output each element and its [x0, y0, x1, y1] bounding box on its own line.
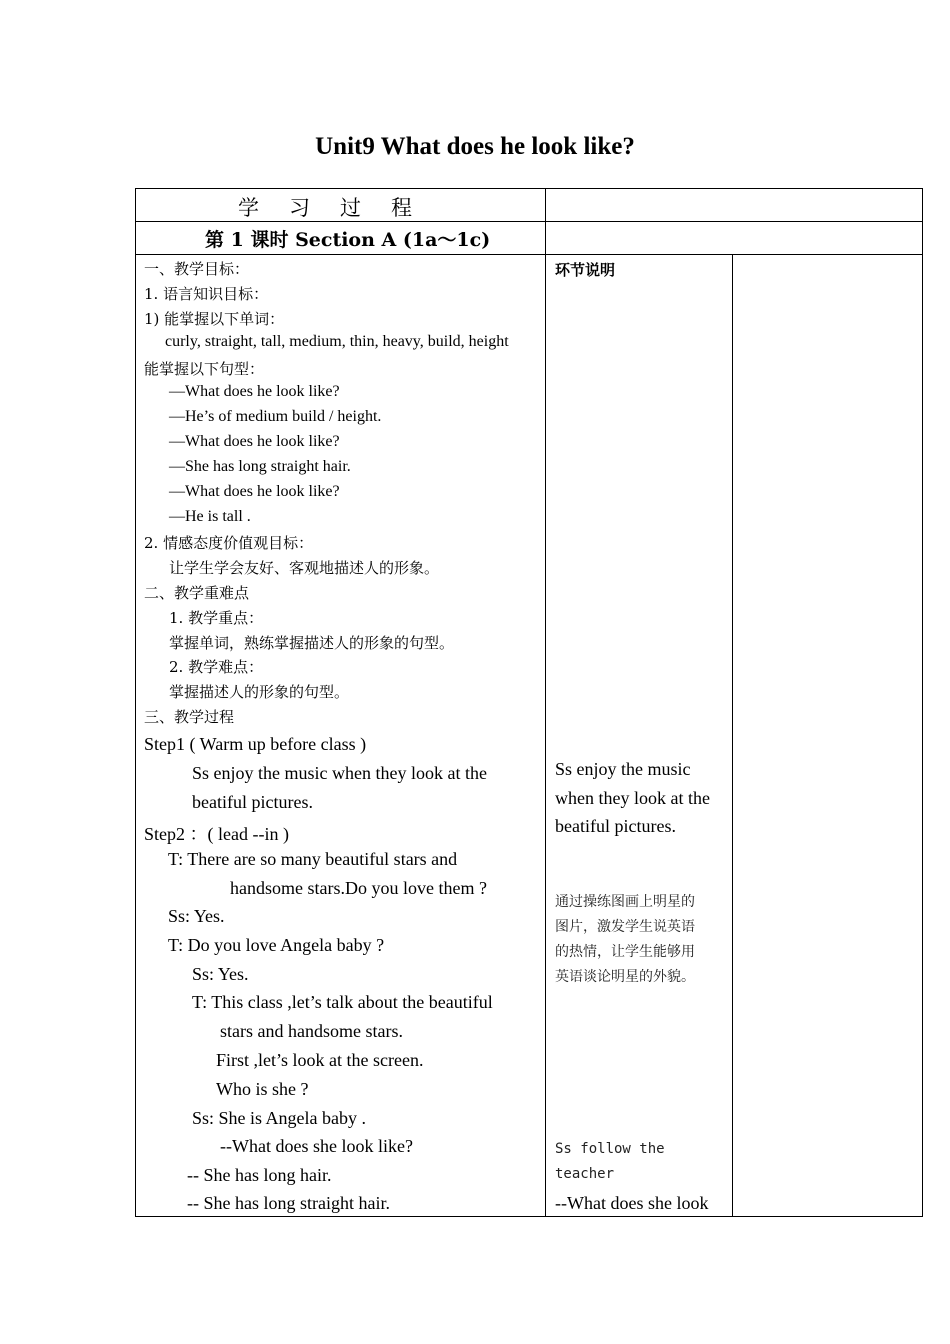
text-line: Who is she ? [216, 1079, 309, 1099]
text-line: 三、教学过程 [144, 708, 235, 726]
note-line: Ss enjoy the music [555, 759, 691, 779]
text-line: -- She has long hair. [187, 1165, 332, 1185]
text-line: —He is tall . [169, 508, 251, 525]
text-line: 能掌握以下句型： [144, 360, 265, 378]
text-line: T: There are so many beautiful stars and [168, 849, 458, 869]
note-line: 图片，激发学生说英语 [555, 919, 695, 935]
text-line: Step1 ( Warm up before class ) [144, 734, 367, 754]
lesson-table [135, 188, 923, 1217]
table-border-bottom [135, 1216, 923, 1217]
text-line: 2. 教学难点： [169, 658, 264, 676]
table-border-left [135, 188, 136, 1217]
text-line: curly, straight, tall, medium, thin, heavy, build, height [165, 333, 509, 350]
note-line: Ss follow the [555, 1141, 665, 1157]
note-line: 的热情，让学生能够用 [555, 944, 695, 960]
process-header: 学习过程 [238, 196, 442, 220]
text-line: 让学生学会友好、客观地描述人的形象。 [169, 559, 440, 577]
table-column-divider [545, 188, 546, 1217]
note-line: when they look at the [555, 788, 710, 808]
text-line: First ,let’s look at the screen. [216, 1050, 424, 1070]
text-line: —What does he look like? [169, 433, 340, 450]
text-line: 1. 语言知识目标： [144, 285, 269, 303]
text-line: Ss enjoy the music when they look at the [192, 763, 487, 783]
text-line: 1. 教学重点： [169, 609, 264, 627]
text-line: beatiful pictures. [192, 792, 313, 812]
text-line: —What does he look like? [169, 483, 340, 500]
text-line: 掌握描述人的形象的句型。 [169, 683, 350, 701]
table-row-divider [135, 254, 923, 255]
text-line: T: Do you love Angela baby ? [168, 935, 385, 955]
document-title: Unit9 What does he look like? [315, 133, 635, 160]
text-line: --What does she look like? [220, 1136, 413, 1156]
text-line: handsome stars.Do you love them ? [230, 878, 487, 898]
note-line: 英语谈论明星的外貌。 [555, 969, 695, 985]
notes-header: 环节说明 [555, 261, 616, 279]
table-border-right [922, 188, 923, 1217]
note-line: --What does she look [555, 1193, 709, 1213]
note-line: teacher [555, 1166, 615, 1182]
note-line: beatiful pictures. [555, 816, 676, 836]
text-line: Ss: Yes. [192, 964, 249, 984]
text-line: —She has long straight hair. [169, 458, 351, 475]
text-line: 一、教学目标： [144, 260, 250, 278]
table-column-divider [732, 254, 733, 1217]
text-line: -- She has long straight hair. [187, 1193, 390, 1213]
note-line: 通过操练图画上明星的 [555, 894, 695, 910]
text-line: stars and handsome stars. [220, 1021, 403, 1041]
text-line: 二、教学重难点 [144, 584, 250, 602]
table-border-top [135, 188, 923, 189]
text-line: 2. 情感态度价值观目标： [144, 534, 314, 552]
text-line: Ss: Yes. [168, 906, 225, 926]
text-line: —What does he look like? [169, 383, 340, 400]
text-line: 1) 能掌握以下单词： [144, 310, 285, 328]
text-line: 掌握单词，熟练掌握描述人的形象的句型。 [169, 634, 455, 652]
text-line: Ss: She is Angela baby . [192, 1108, 366, 1128]
text-line: —He’s of medium build / height. [169, 408, 382, 425]
text-line: Step2 ：( lead --in ) [144, 824, 289, 844]
text-line: T: This class ,let’s talk about the beautiful [192, 992, 493, 1012]
lesson-header: 第 1 课时 Section A (1a～1c) [205, 229, 491, 251]
